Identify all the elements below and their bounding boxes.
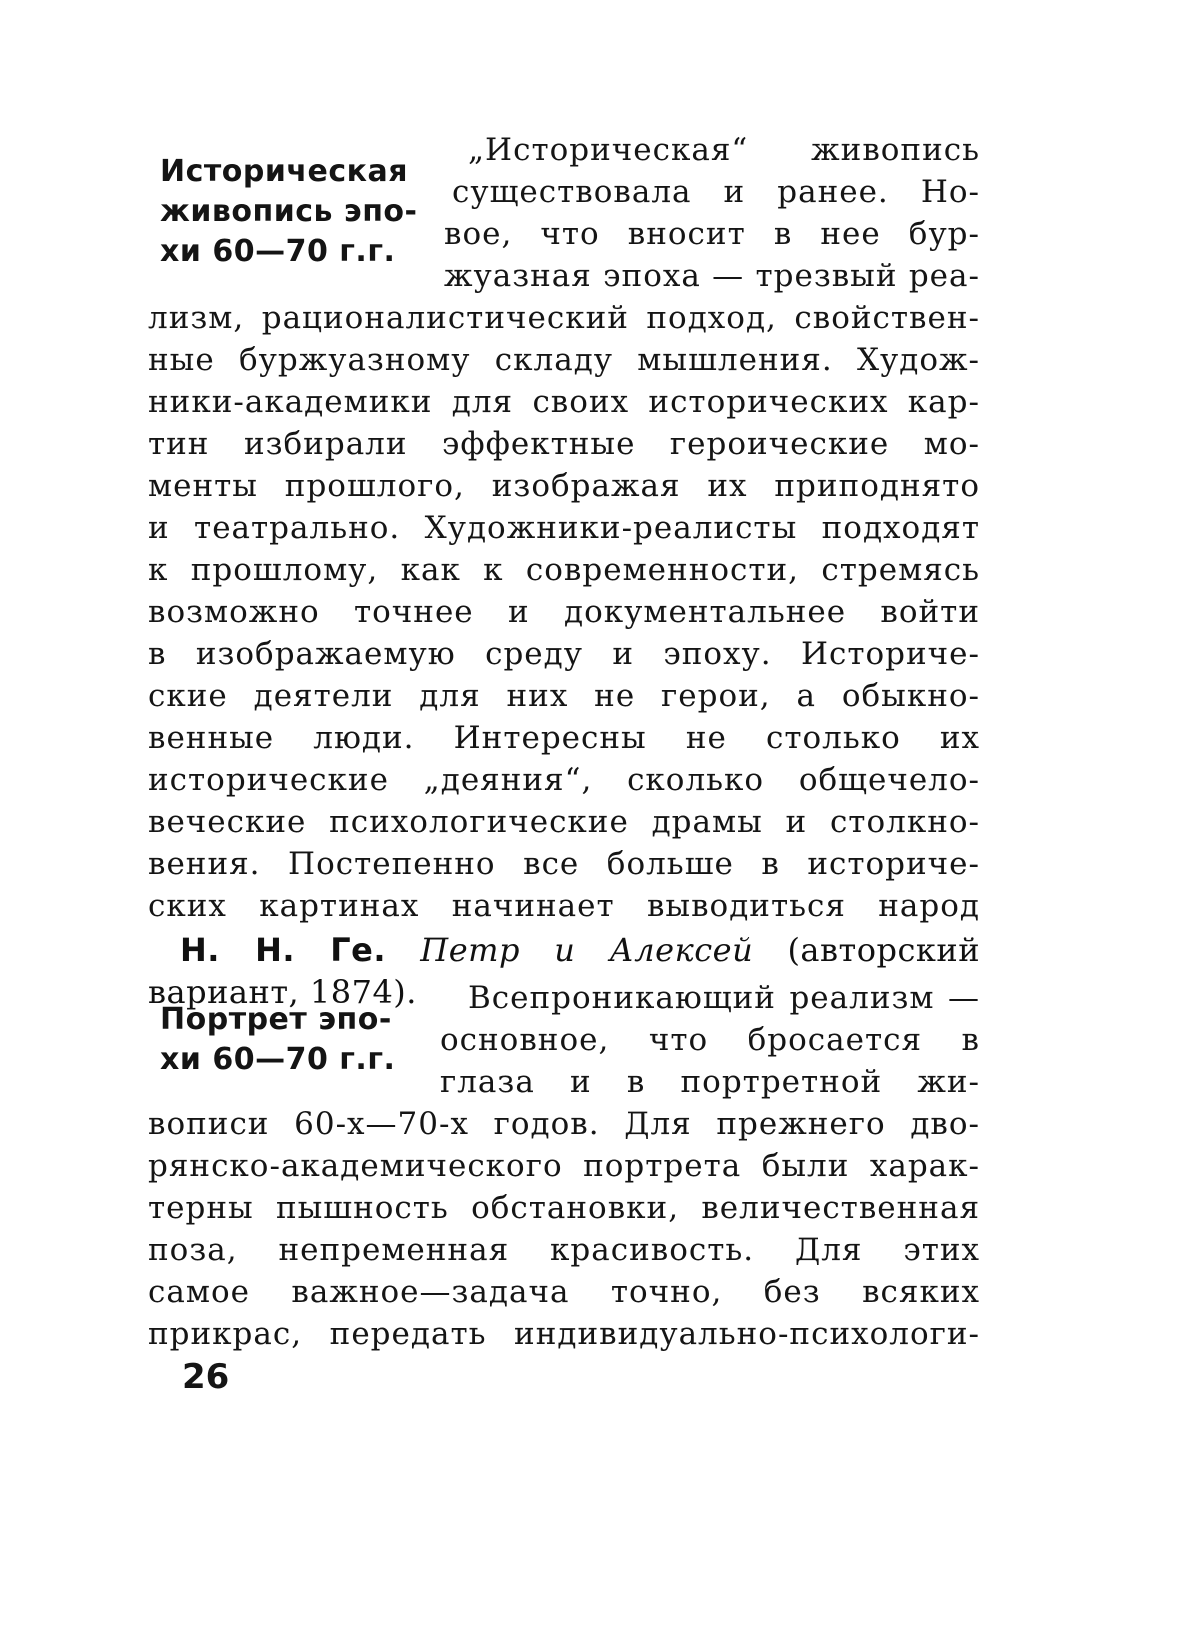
text-line: тин избирали эффектные героические мо- [148,426,980,462]
text-line: вения. Постепенно все больше в историче- [148,846,980,882]
text-line: лизм, рационалистический подход, свойствен- [148,300,980,336]
text-line: исторические „деяния“, сколько общечело- [148,762,980,798]
caption-author: Н. Н. Ге. [180,931,387,969]
text-line: ских картинах начинает выводиться народ [148,888,980,924]
text-line: терны пышность обстановки, величественная [148,1190,980,1226]
text-line: вописи 60-х—70-х годов. Для прежнего дво- [148,1106,980,1142]
page-number: 26 [182,1357,230,1397]
text-line: к прошлому, как к современности, стремясь [148,552,980,588]
text-line: самое важное—задача точно, без всяких [148,1274,980,1310]
text-line: и театрально. Художники-реалисты подходят [148,510,980,546]
text-line: венные люди. Интересны не столько их [148,720,980,756]
section-heading-historical-painting [160,152,418,272]
text-line: возможно точнее и документальнее войти [148,594,980,630]
caption-note: (авторский [787,931,981,969]
caption-line-1 [180,930,980,970]
heading-line: Портрет эпо- [160,1002,392,1037]
text-line: в изображаемую среду и эпоху. Историче- [148,636,980,672]
heading-line: живопись эпо- [160,194,418,229]
text-line: „Историческая“ живопись [468,132,980,168]
heading-line: хи 60—70 г.г. [160,234,396,269]
text-line: веческие психологические драмы и столкно- [148,804,980,840]
text-line: ские деятели для них не герои, а обыкно- [148,678,980,714]
text-line: вое, что вносит в нее бур- [444,216,980,252]
heading-line: хи 60—70 г.г. [160,1042,396,1077]
text-line: ники-академики для своих исторических кар- [148,384,980,420]
text-line: основное, что бросается в [440,1022,980,1058]
text-line: рянско-академического портрета были харак- [148,1148,980,1184]
text-line: жуазная эпоха — трезвый реа- [444,258,980,294]
caption-title: Петр и Алексей [420,931,754,969]
text-line: Всепроникающий реализм — [468,980,980,1016]
section-heading-portrait [160,1000,395,1080]
text-line: поза, непременная красивость. Для этих [148,1232,980,1268]
text-line: глаза и в портретной жи- [440,1064,980,1100]
text-line: ные буржуазному складу мышления. Худож- [148,342,980,378]
text-line: менты прошлого, изображая их приподнято [148,468,980,504]
text-line: прикрас, передать индивидуально-психологи- [148,1316,980,1352]
heading-line: Историческая [160,154,408,189]
caption-line-2: вариант, 1874). [148,973,417,1011]
text-line: существовала и ранее. Но- [452,174,980,210]
